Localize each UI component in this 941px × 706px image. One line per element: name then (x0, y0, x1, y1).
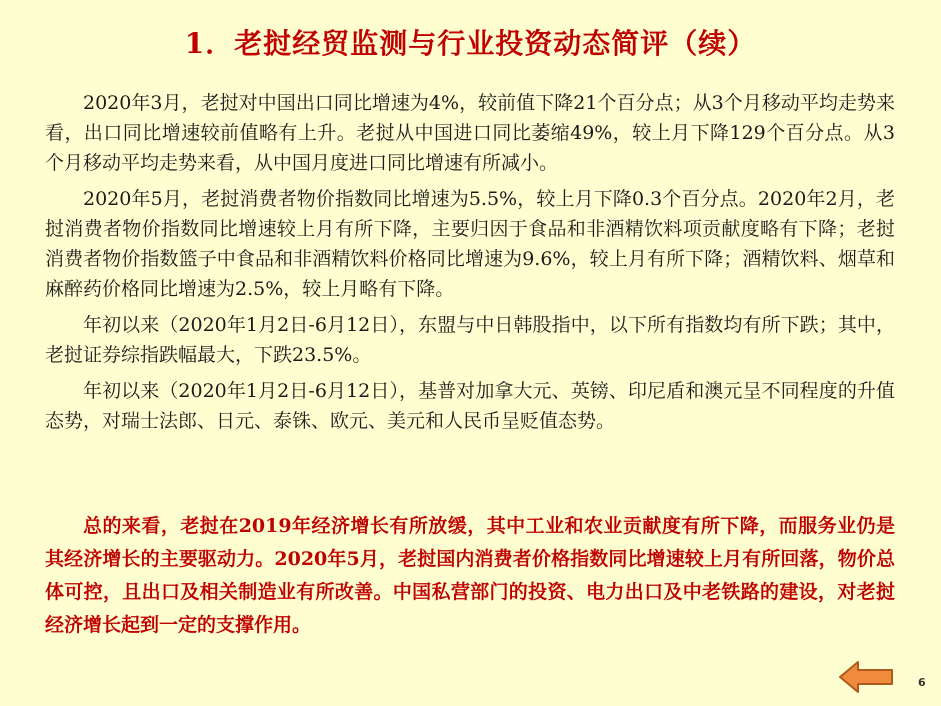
back-button[interactable] (838, 660, 894, 694)
left-arrow-icon (838, 660, 894, 694)
slide-content (45, 88, 895, 442)
page-number: 6 (918, 676, 926, 689)
slide-title: 1．老挝经贸监测与行业投资动态简评（续） (184, 27, 757, 60)
paragraph-exports: 2020年3月，老挝对中国出口同比增速为4%，较前值下降21个百分点；从3个月移动平均走势来看，出口同比增速较前值略有上升。老挝从中国进口同比萎缩49%，较上月下降129个百分点。从3个月移动平均走势来看，从中国月度进口同比增速有所减小。 (45, 92, 895, 174)
paragraph-exchange-rate: 年初以来（2020年1月2日-6月12日），基普对加拿大元、英镑、印尼盾和澳元呈不同程度的升值态势，对瑞士法郎、日元、泰铢、欧元、美元和人民币呈贬值态势。 (45, 380, 895, 432)
summary-paragraph: 总的来看，老挝在2019年经济增长有所放缓，其中工业和农业贡献度有所下降，而服务业仍是其经济增长的主要驱动力。2020年5月，老挝国内消费者价格指数同比增速较上月有所回落，物价总体可控，且出口及相关制造业有所改善。中国私营部门的投资、电力出口及中老铁路的建设，对老挝经济增长起到一定的支撑作用。 (45, 515, 895, 636)
paragraph-stock-index: 年初以来（2020年1月2日-6月12日），东盟与中日韩股指中，以下所有指数均有所下跌；其中，老挝证券综指跌幅最大，下跌23.5%。 (45, 314, 895, 366)
paragraph-cpi: 2020年5月，老挝消费者物价指数同比增速为5.5%，较上月下降0.3个百分点。2020年2月，老挝消费者物价指数同比增速较上月有所下降，主要归因于食品和非酒精饮料项贡献度略有下降；老挝消费者物价指数篮子中食品和非酒精饮料价格同比增速为9.6%，较上月有所下降；酒精饮料、烟草和麻醉药价格同比增速为2.5%，较上月略有下降。 (45, 188, 895, 300)
